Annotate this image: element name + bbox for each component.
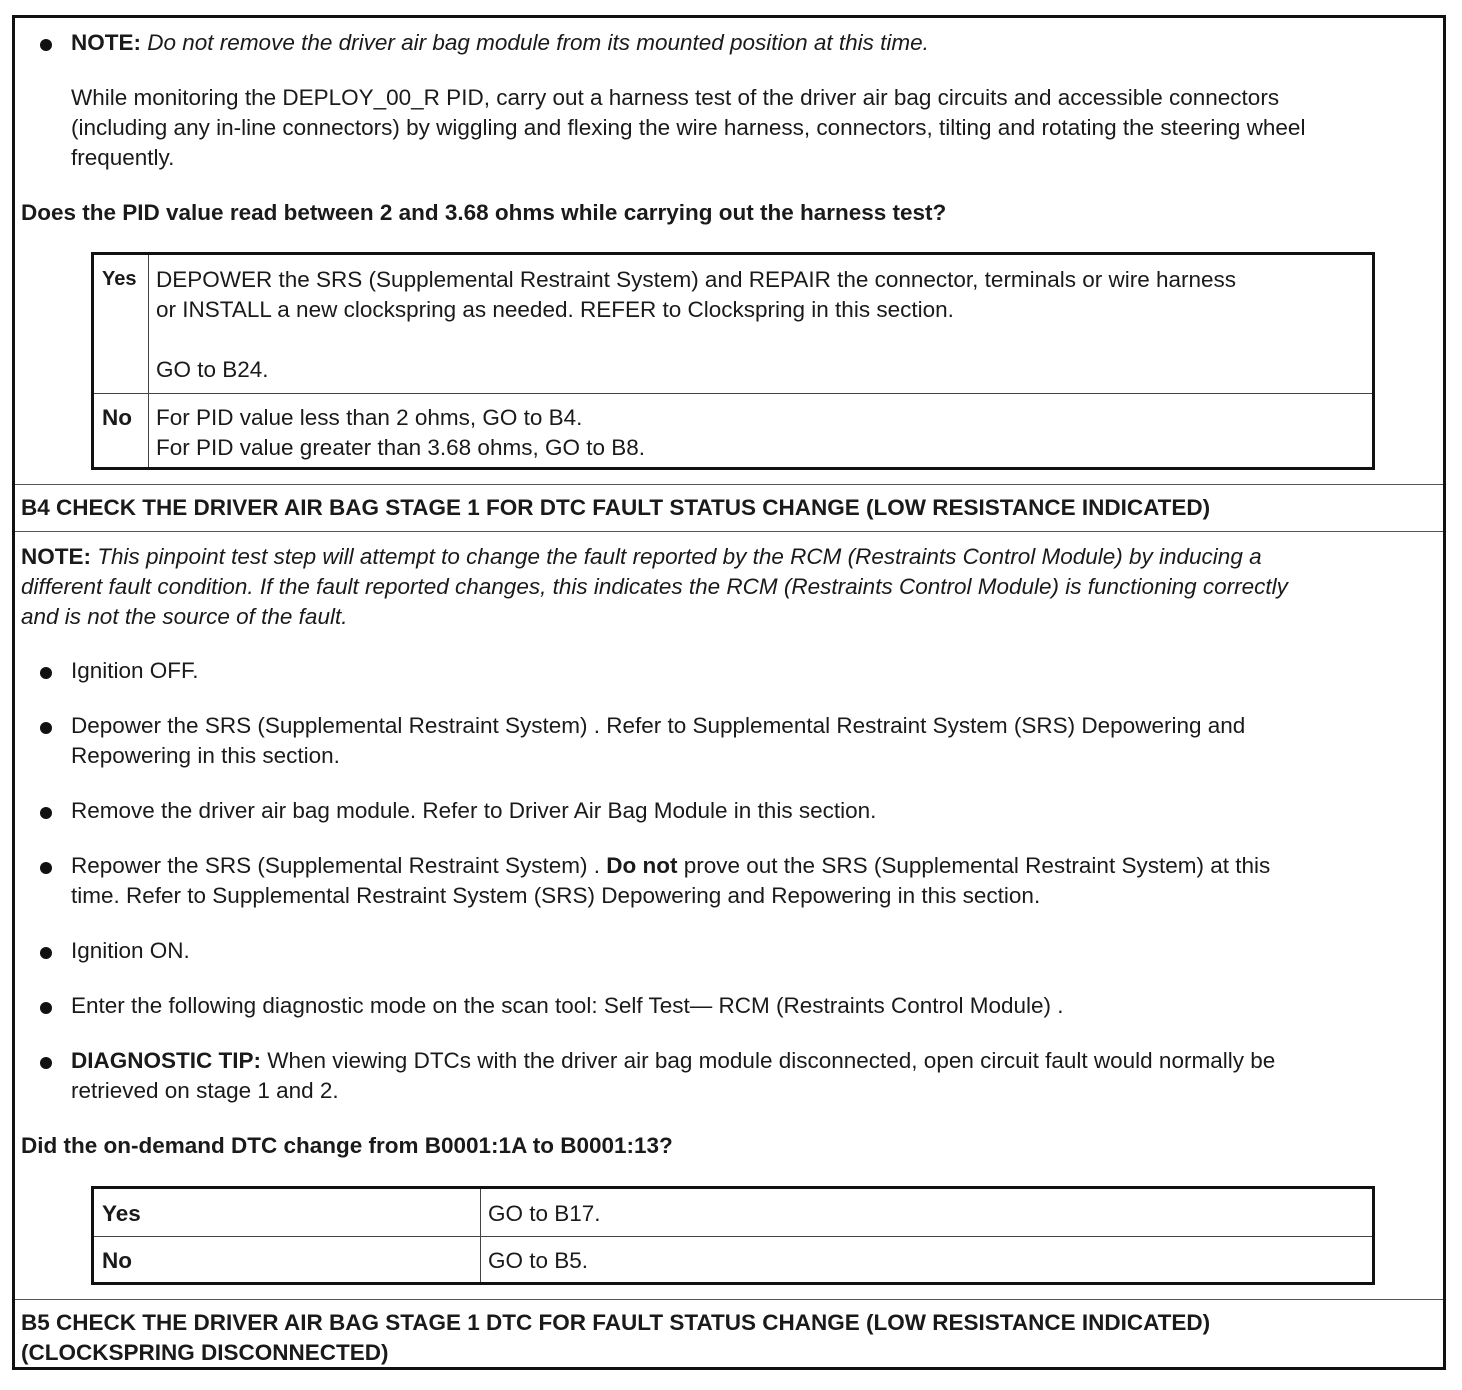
section-divider — [15, 484, 1443, 485]
b4-note-line: different fault condition. If the fault reported changes, this indicates the RCM (Restraints Control Module) is functioning correctly — [21, 574, 1288, 599]
result-table-1 — [91, 252, 1375, 470]
table1-no-line: For PID value less than 2 ohms, GO to B4. — [156, 405, 583, 430]
table2-yes-text: GO to B17. — [488, 1201, 601, 1226]
bullet-icon — [40, 862, 52, 874]
bullet-icon — [40, 667, 52, 679]
step-repower-text: prove out the SRS (Supplemental Restraint System) at this — [677, 853, 1271, 878]
table1-no-line: For PID value greater than 3.68 ohms, GO to B8. — [156, 435, 645, 460]
table2-no-text: GO to B5. — [488, 1248, 589, 1273]
diagnostic-tip — [71, 1046, 1441, 1106]
step-repower-text: Repower the SRS (Supplemental Restraint System) . — [71, 853, 607, 878]
top-note-text: Do not remove the driver air bag module from its mounted position at this time. — [147, 30, 929, 55]
table1-yes-label: Yes — [102, 268, 137, 290]
b4-note — [21, 542, 1441, 632]
top-paragraph-line: While monitoring the DEPLOY_00_R PID, carry out a harness test of the driver air bag circuits and accessible connectors — [71, 85, 1280, 110]
table2-yes-label: Yes — [102, 1201, 141, 1226]
b5-heading — [21, 1308, 1210, 1368]
step-depower-line: Repowering in this section. — [71, 743, 340, 768]
bullet-icon — [40, 39, 52, 51]
step-ignition-off: Ignition OFF. — [71, 658, 199, 683]
step-repower-line: time. Refer to Supplemental Restraint System (SRS) Depowering and Repowering in this section. — [71, 883, 1041, 908]
bullet-icon — [40, 807, 52, 819]
top-paragraph-line: (including any in-line connectors) by wiggling and flexing the wire harness, connectors, tilting and rotating the steering wheel — [71, 115, 1306, 140]
table-divider — [94, 1236, 1372, 1237]
bullet-icon — [40, 1057, 52, 1069]
b4-note-line: and is not the source of the fault. — [21, 604, 348, 629]
top-paragraph — [71, 83, 1305, 173]
section-divider — [15, 1299, 1443, 1300]
step-remove-module: Remove the driver air bag module. Refer to Driver Air Bag Module in this section. — [71, 798, 877, 823]
step-depower — [71, 711, 1441, 771]
step-ignition-on: Ignition ON. — [71, 938, 190, 963]
b4-heading: B4 CHECK THE DRIVER AIR BAG STAGE 1 FOR DTC FAULT STATUS CHANGE (LOW RESISTANCE INDICATED) — [21, 495, 1211, 520]
table1-no-label: No — [102, 405, 132, 430]
table1-yes-line: DEPOWER the SRS (Supplemental Restraint System) and REPAIR the connector, terminals or wire harness — [156, 267, 1237, 292]
question-2: Did the on-demand DTC change from B0001:1A to B0001:13? — [21, 1133, 673, 1158]
step-repower-emphasis: Do not — [606, 853, 678, 878]
b5-heading-line: B5 CHECK THE DRIVER AIR BAG STAGE 1 DTC FOR FAULT STATUS CHANGE (LOW RESISTANCE INDICATED) — [21, 1310, 1211, 1335]
bullet-icon — [40, 947, 52, 959]
top-note-label: NOTE: — [71, 30, 141, 55]
table-divider — [94, 393, 1372, 394]
diagnostic-tip-text: When viewing DTCs with the driver air bag module disconnected, open circuit fault would normally be — [261, 1048, 1276, 1073]
bullet-icon — [40, 722, 52, 734]
b4-note-line: This pinpoint test step will attempt to change the fault reported by the RCM (Restraints Control Module) by inducing a — [97, 544, 1262, 569]
result-table-2 — [91, 1186, 1375, 1285]
diagnostic-tip-label: DIAGNOSTIC TIP: — [71, 1048, 261, 1073]
b5-heading-line: (CLOCKSPRING DISCONNECTED) — [21, 1340, 389, 1365]
step-depower-line: Depower the SRS (Supplemental Restraint System) . Refer to Supplemental Restraint System (SRS) Depowering and — [71, 713, 1246, 738]
question-1: Does the PID value read between 2 and 3.68 ohms while carrying out the harness test? — [21, 200, 947, 225]
step-repower — [71, 851, 1441, 911]
table1-yes-line: GO to B24. — [156, 357, 269, 382]
top-paragraph-line: frequently. — [71, 145, 175, 170]
table1-no-text — [156, 403, 645, 463]
document-frame — [12, 15, 1446, 1370]
diagnostic-tip-line: retrieved on stage 1 and 2. — [71, 1078, 339, 1103]
top-note — [71, 28, 929, 58]
table-divider — [148, 255, 149, 467]
b4-note-label: NOTE: — [21, 544, 91, 569]
table2-no-label: No — [102, 1248, 132, 1273]
bullet-icon — [40, 1002, 52, 1014]
table1-yes-line: or INSTALL a new clockspring as needed. REFER to Clockspring in this section. — [156, 297, 954, 322]
table1-yes-text — [156, 265, 1236, 385]
step-self-test: Enter the following diagnostic mode on the scan tool: Self Test— RCM (Restraints Control Module) . — [71, 993, 1064, 1018]
section-divider — [15, 531, 1443, 532]
